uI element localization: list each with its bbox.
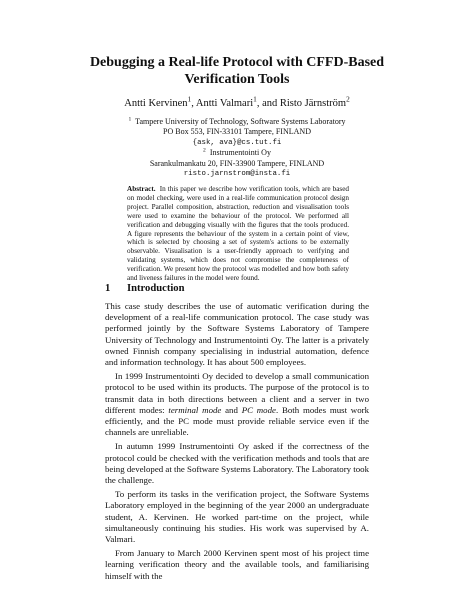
author-affil-mark: 1 xyxy=(253,94,257,104)
author-name: Antti Kervinen xyxy=(124,98,188,109)
affiliation-line xyxy=(60,148,414,158)
paragraph-text: . Both modes must work efficiently, and the PC mode must provide reliable service even if the channels are unreliable. xyxy=(105,404,369,438)
author-separator: , and xyxy=(256,98,280,109)
section-title: Introduction xyxy=(127,283,185,294)
title-line-2: Verification Tools xyxy=(184,72,290,87)
emphasis-pc-mode: PC mode xyxy=(241,404,276,415)
paragraph: This case study describes the use of automatic verification during the development of a real-life communication protocol. The case study was performed jointly by the Software Systems Laboratory of Tampere University of Technology and Instrumentointi Oy. The latter is a privately owned Finnish company specialising in industrial automation, defence and information technology. It has about 500 employees. xyxy=(105,301,369,368)
affiliation-address: PO Box 553, FIN-33101 Tampere, FINLAND xyxy=(163,127,311,137)
paragraph: To perform its tasks in the verification project, the Software Systems Laboratory employed in the beginning of the year 2000 an undergraduate student, A. Kervinen. He worked part-time on the project, while simultaneously continuing his studies. His work was supervised by A. Valmari. xyxy=(105,489,369,545)
paragraph-text: In 1999 Instrumentointi Oy decided to develop a small communication protocol to be used within its products. The purpose of the protocol is to transmit data in both directions between a client and a server in two different modes: xyxy=(105,371,369,415)
author-name: Antti Valmari xyxy=(195,98,254,109)
affil-mark: 2 xyxy=(203,147,206,154)
abstract xyxy=(127,185,349,283)
abstract-text: In this paper we describe how verification tools, which are based on model checking, were used in a real-life communication protocol design project. Parallel composition, abstraction, reduction and visualisation tools were used to examine the behaviour of the protocol. We performed all verification and debugging visually with the figures that the tools produced. A figure represents the behaviour of the system in a certain point of view, which is selected by choosing a set of system's actions to be externally observable. Visualisation is a user-friendly approach to verifying and validating systems, which does not compromise the completeness of verification. We present how the protocol was modelled and how both safety and liveness failures in the model were found. xyxy=(127,185,349,283)
affiliation-lab: Tampere University of Technology, Software Systems Laboratory xyxy=(135,117,346,126)
title-line-1: Debugging a Real-life Protocol with CFFD-Based xyxy=(89,55,385,70)
emphasis-terminal-mode: terminal mode xyxy=(168,404,222,415)
author-name: Risto Järnström xyxy=(279,98,347,109)
paragraph-text: and xyxy=(221,404,242,415)
body-text xyxy=(105,301,369,585)
section-number: 1 xyxy=(105,283,111,294)
affil-mark: 1 xyxy=(128,116,132,123)
affiliation-email: {ask, ava}@cs.tut.fi xyxy=(192,138,282,147)
author-affil-mark: 1 xyxy=(187,94,192,104)
abstract-label: Abstract. xyxy=(127,185,156,193)
affiliation-email: risto.jarnstrom@insta.fi xyxy=(183,170,291,179)
affiliation-company: Instrumentointi Oy xyxy=(209,148,271,158)
affiliation-line xyxy=(60,117,414,127)
author-separator: , xyxy=(191,98,196,109)
affiliation-address: Sarankulmankatu 20, FIN-33900 Tampere, FINLAND xyxy=(149,158,325,168)
section-heading xyxy=(105,283,185,294)
paper-title xyxy=(60,54,414,88)
paragraph: In autumn 1999 Instrumentointi Oy asked if the correctness of the protocol could be checked with the verification methods and tools that are being developed at the Software Systems Laboratory. The Laboratory took the challenge. xyxy=(105,441,370,486)
author-list xyxy=(60,94,414,110)
affiliation-block xyxy=(60,117,414,179)
paragraph: From January to March 2000 Kervinen spent most of his project time learning verification theory and the available tools, and familiarising himself with the xyxy=(105,548,369,581)
author-affil-mark: 2 xyxy=(346,94,350,104)
paragraph xyxy=(105,371,369,438)
